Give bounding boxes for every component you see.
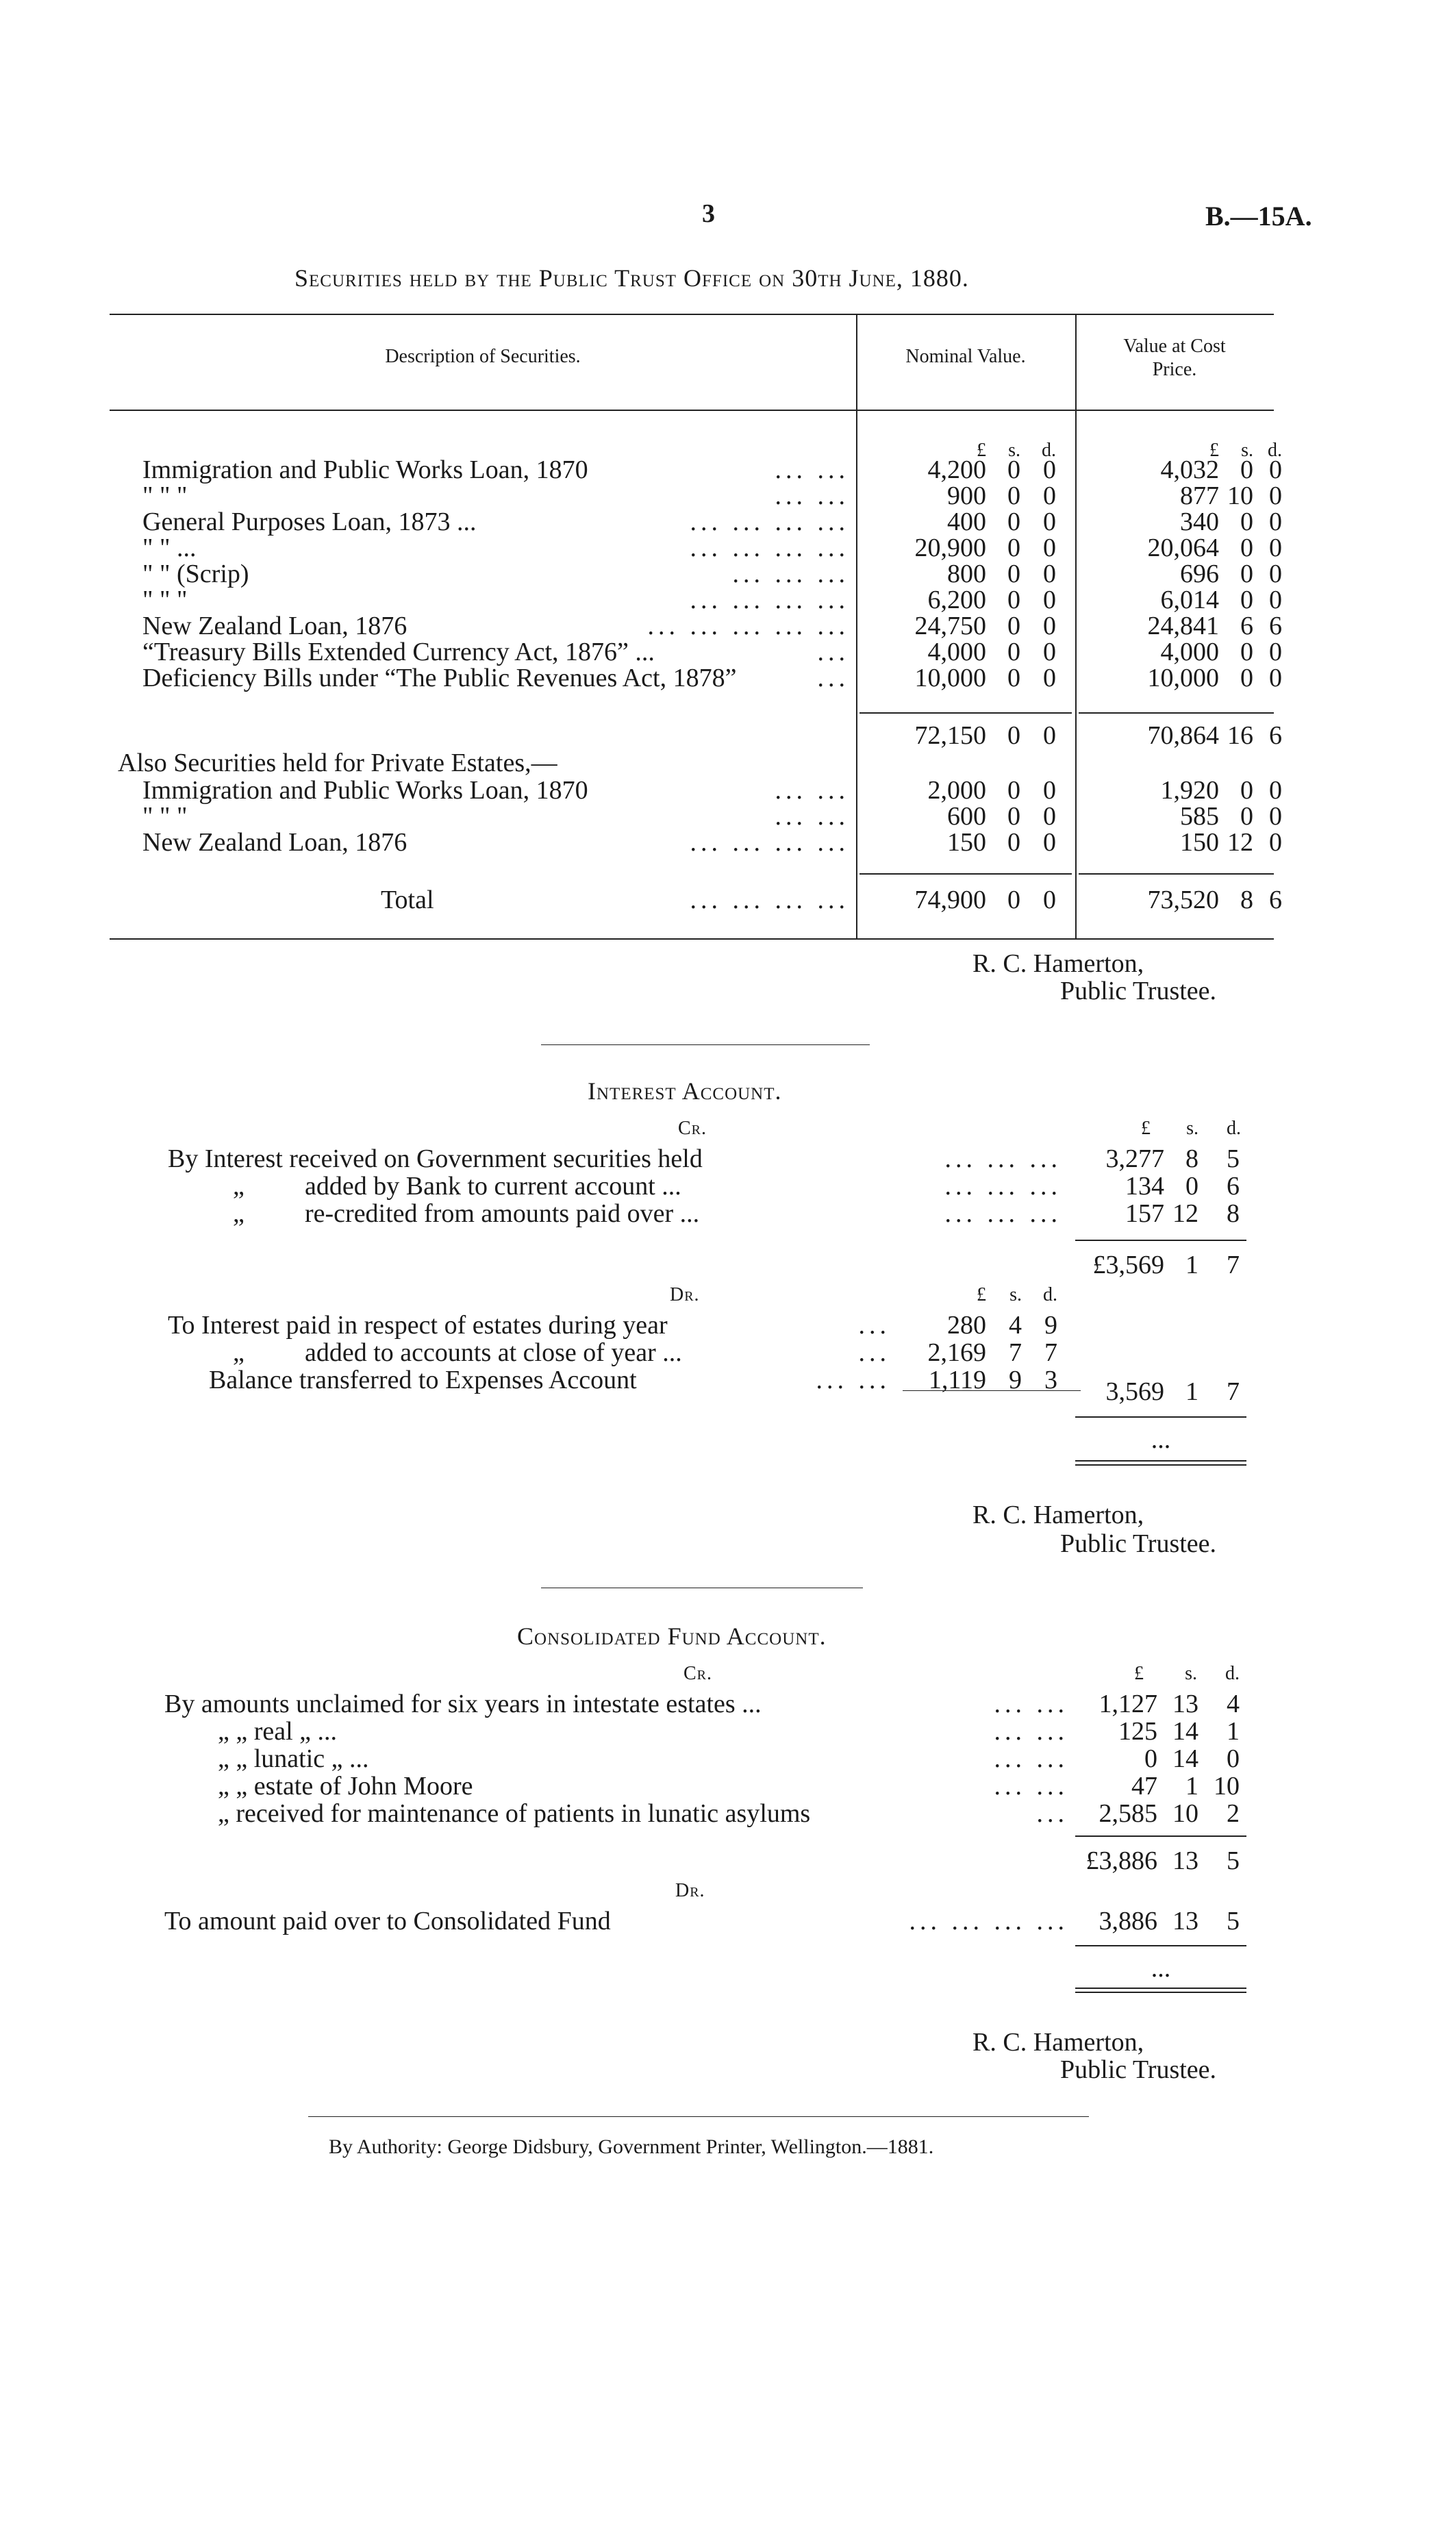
nominal-shillings: 0 xyxy=(1007,560,1020,588)
cost-pence: 0 xyxy=(1269,828,1282,857)
interest-dr-leader-dots: ... ... xyxy=(816,1366,890,1394)
total-label: Total xyxy=(381,886,434,914)
consolidated-dr-description: To amount paid over to Consolidated Fund xyxy=(164,1907,611,1935)
interest-dr-unit-pound: £ xyxy=(977,1284,986,1305)
interest-dr-pence: 7 xyxy=(1044,1338,1057,1367)
subtotal-nominal-shillings: 0 xyxy=(1007,721,1020,750)
consolidated-cr-description: „ received for maintenance of patients in lunatic asylums xyxy=(218,1799,811,1828)
cost-pence: 0 xyxy=(1269,776,1282,805)
interest-dr-pence: 3 xyxy=(1044,1366,1057,1394)
nominal-pence: 0 xyxy=(1043,828,1056,857)
nominal-shillings: 0 xyxy=(1007,776,1020,805)
consolidated-dr-shillings: 13 xyxy=(1172,1907,1198,1935)
col-header-cost-line2: Price. xyxy=(1152,359,1197,380)
security-description: Immigration and Public Works Loan, 1870 xyxy=(142,776,588,805)
consolidated-cr-shillings: 1 xyxy=(1185,1772,1198,1801)
nominal-pounds: 600 xyxy=(947,802,986,831)
cost-pounds: 4,000 xyxy=(1160,638,1219,666)
nominal-pence: 0 xyxy=(1043,560,1056,588)
interest-cr-pounds: 3,277 xyxy=(1105,1144,1164,1173)
consolidated-cr-pounds: 47 xyxy=(1131,1772,1157,1801)
security-description: New Zealand Loan, 1876 xyxy=(142,612,407,640)
cost-unit-pound: £ xyxy=(1209,440,1219,461)
consolidated-cr-pence: 0 xyxy=(1227,1744,1240,1773)
cost-pounds: 4,032 xyxy=(1160,455,1219,484)
consolidated-ellipsis: ... xyxy=(1151,1954,1171,1983)
cost-shillings: 0 xyxy=(1240,802,1253,831)
security-leader-dots: ... ... ... ... xyxy=(690,507,849,536)
nominal-pence: 0 xyxy=(1043,455,1056,484)
interest-dr-leader-dots: ... xyxy=(858,1338,890,1367)
nominal-shillings: 0 xyxy=(1007,828,1020,857)
cost-pounds: 340 xyxy=(1180,507,1219,536)
col-header-description: Description of Securities. xyxy=(385,346,581,367)
interest-cr-unit-d: d. xyxy=(1227,1118,1241,1139)
subtotal-rule-nominal xyxy=(859,712,1072,714)
consolidated-dr-label: Dr. xyxy=(675,1880,705,1901)
consolidated-signature-title: Public Trustee. xyxy=(1060,2055,1217,2084)
nominal-shillings: 0 xyxy=(1007,586,1020,614)
interest-cr-unit-pound: £ xyxy=(1141,1118,1151,1139)
nominal-pounds: 900 xyxy=(947,481,986,510)
nominal-pounds: 400 xyxy=(947,507,986,536)
interest-cr-total-pounds: £3,569 xyxy=(1092,1251,1164,1279)
nominal-pence: 0 xyxy=(1043,612,1056,640)
nominal-pence: 0 xyxy=(1043,776,1056,805)
interest-cr-prefix: „ xyxy=(233,1199,244,1228)
security-leader-dots: ... xyxy=(817,664,849,692)
nominal-pounds: 10,000 xyxy=(914,664,986,692)
interest-dr-label: Dr. xyxy=(670,1284,700,1305)
footer-rule xyxy=(308,2116,1089,2117)
consolidated-cr-pence: 4 xyxy=(1227,1690,1240,1718)
table-header-rule xyxy=(110,410,1274,411)
consolidated-cr-description: „ „ lunatic „ ... xyxy=(218,1744,369,1773)
securities-signature-title: Public Trustee. xyxy=(1060,977,1217,1005)
cost-pence: 0 xyxy=(1269,560,1282,588)
cost-pounds: 6,014 xyxy=(1160,586,1219,614)
consolidated-cr-pounds: 0 xyxy=(1144,1744,1157,1773)
nominal-pounds: 4,200 xyxy=(927,455,986,484)
nominal-pence: 0 xyxy=(1043,802,1056,831)
interest-cr-total-rule xyxy=(1075,1240,1246,1241)
footer-imprint: By Authority: George Didsbury, Government Printer, Wellington.—1881. xyxy=(329,2135,934,2158)
subtotal-nominal-pounds: 72,150 xyxy=(914,721,986,750)
security-leader-dots: ... ... ... ... xyxy=(690,586,849,614)
cost-pence: 0 xyxy=(1269,481,1282,510)
consolidated-rule-b xyxy=(1075,1988,1246,1989)
cost-shillings: 0 xyxy=(1240,638,1253,666)
consolidated-dr-pounds: 3,886 xyxy=(1099,1907,1157,1935)
interest-dr-total-d: 7 xyxy=(1227,1377,1240,1406)
table-top-rule xyxy=(110,314,1274,315)
interest-cr-pounds: 157 xyxy=(1125,1199,1164,1228)
col-header-cost-line1: Value at Cost xyxy=(1123,336,1226,357)
nominal-shillings: 0 xyxy=(1007,481,1020,510)
interest-dr-pounds: 280 xyxy=(947,1311,986,1340)
consolidated-cr-description: By amounts unclaimed for six years in intestate estates ... xyxy=(164,1690,762,1718)
cost-pounds: 585 xyxy=(1180,802,1219,831)
security-description: General Purposes Loan, 1873 ... xyxy=(142,507,477,536)
consolidated-cr-leader-dots: ... ... xyxy=(994,1717,1068,1746)
nominal-unit-s: s. xyxy=(1008,440,1020,461)
securities-title: Securities held by the Public Trust Office on 30th June, 1880. xyxy=(294,264,969,292)
cost-unit-d: d. xyxy=(1268,440,1282,461)
cost-shillings: 0 xyxy=(1240,534,1253,562)
consolidated-cr-pounds: 125 xyxy=(1118,1717,1157,1746)
subtotal-rule-cost xyxy=(1079,712,1274,714)
consolidated-cr-shillings: 10 xyxy=(1172,1799,1198,1828)
interest-dr-unit-s: s. xyxy=(1009,1284,1022,1305)
interest-dr-pounds: 1,119 xyxy=(928,1366,986,1394)
cost-pounds: 24,841 xyxy=(1147,612,1219,640)
security-leader-dots: ... ... ... ... ... xyxy=(647,612,849,640)
consolidated-cr-leader-dots: ... xyxy=(1036,1799,1068,1828)
interest-cr-shillings: 8 xyxy=(1185,1144,1198,1173)
interest-dr-shillings: 7 xyxy=(1009,1338,1022,1367)
interest-dr-shillings: 9 xyxy=(1009,1366,1022,1394)
col-header-nominal: Nominal Value. xyxy=(905,346,1026,367)
interest-cr-pence: 5 xyxy=(1227,1144,1240,1173)
document-reference: B.—15A. xyxy=(1205,201,1312,231)
security-description: " " " xyxy=(142,586,188,614)
cost-pence: 0 xyxy=(1269,507,1282,536)
consolidated-cr-shillings: 14 xyxy=(1172,1717,1198,1746)
security-leader-dots: ... xyxy=(817,638,849,666)
consolidated-cr-shillings: 14 xyxy=(1172,1744,1198,1773)
table-col-divider-1 xyxy=(856,314,857,938)
interest-cr-leader-dots: ... ... ... xyxy=(944,1199,1062,1228)
total-nominal-shillings: 0 xyxy=(1007,886,1020,914)
interest-cr-total-d: 7 xyxy=(1227,1251,1240,1279)
nominal-pence: 0 xyxy=(1043,664,1056,692)
cost-shillings: 12 xyxy=(1227,828,1253,857)
interest-dr-shillings: 4 xyxy=(1009,1311,1022,1340)
cost-pence: 0 xyxy=(1269,802,1282,831)
subtotal-cost-shillings: 16 xyxy=(1227,721,1253,750)
consolidated-title: Consolidated Fund Account. xyxy=(517,1622,827,1650)
security-leader-dots: ... ... ... ... xyxy=(690,828,849,857)
nominal-pounds: 4,000 xyxy=(927,638,986,666)
table-bottom-rule xyxy=(110,938,1274,940)
nominal-pounds: 24,750 xyxy=(914,612,986,640)
cost-shillings: 0 xyxy=(1240,586,1253,614)
cost-pounds: 696 xyxy=(1180,560,1219,588)
nominal-pence: 0 xyxy=(1043,534,1056,562)
total-cost-pounds: 73,520 xyxy=(1147,886,1219,914)
security-description: Immigration and Public Works Loan, 1870 xyxy=(142,455,588,484)
nominal-shillings: 0 xyxy=(1007,455,1020,484)
security-description: " " (Scrip) xyxy=(142,560,249,588)
interest-cr-description: added by Bank to current account ... xyxy=(305,1172,681,1201)
cost-pounds: 150 xyxy=(1180,828,1219,857)
interest-dr-description: added to accounts at close of year ... xyxy=(305,1338,682,1367)
security-description: New Zealand Loan, 1876 xyxy=(142,828,407,857)
interest-dr-pounds: 2,169 xyxy=(927,1338,986,1367)
total-leader-dots: ... ... ... ... xyxy=(690,886,849,914)
interest-signature-name: R. C. Hamerton, xyxy=(972,1501,1144,1529)
interest-dr-leader-dots: ... xyxy=(858,1311,890,1340)
page-number: 3 xyxy=(702,199,715,228)
table-col-divider-2 xyxy=(1075,314,1077,938)
interest-cr-shillings: 0 xyxy=(1185,1172,1198,1201)
consolidated-dr-pence: 5 xyxy=(1227,1907,1240,1935)
consolidated-signature-name: R. C. Hamerton, xyxy=(972,2028,1144,2057)
total-nominal-pounds: 74,900 xyxy=(914,886,986,914)
consolidated-cr-leader-dots: ... ... xyxy=(994,1744,1068,1773)
nominal-shillings: 0 xyxy=(1007,507,1020,536)
consolidated-cr-pence: 1 xyxy=(1227,1717,1240,1746)
subtotal-nominal-pence: 0 xyxy=(1043,721,1056,750)
interest-cr-pounds: 134 xyxy=(1125,1172,1164,1201)
consolidated-cr-pounds: 1,127 xyxy=(1099,1690,1157,1718)
nominal-pounds: 800 xyxy=(947,560,986,588)
cost-pence: 0 xyxy=(1269,664,1282,692)
cost-pence: 6 xyxy=(1269,612,1282,640)
interest-cr-description: By Interest received on Government securities held xyxy=(168,1144,703,1173)
consolidated-rule-a xyxy=(1075,1945,1246,1946)
consolidated-cr-pence: 2 xyxy=(1227,1799,1240,1828)
consolidated-cr-label: Cr. xyxy=(683,1663,713,1684)
total-cost-shillings: 8 xyxy=(1240,886,1253,914)
nominal-pounds: 2,000 xyxy=(927,776,986,805)
nominal-pence: 0 xyxy=(1043,638,1056,666)
security-description: " " " xyxy=(142,481,188,510)
total-rule-cost xyxy=(1079,873,1274,875)
consolidated-cr-total-pounds: £3,886 xyxy=(1085,1846,1157,1875)
security-leader-dots: ... ... xyxy=(775,481,849,510)
interest-rule-b xyxy=(1075,1460,1246,1462)
consolidated-dr-leader-dots: ... ... ... ... xyxy=(909,1907,1068,1935)
cost-shillings: 6 xyxy=(1240,612,1253,640)
interest-title: Interest Account. xyxy=(588,1077,782,1105)
cost-pounds: 20,064 xyxy=(1147,534,1219,562)
interest-ellipsis: ... xyxy=(1151,1425,1171,1454)
consolidated-cr-unit-s: s. xyxy=(1185,1663,1197,1684)
interest-dr-total-pounds: 3,569 xyxy=(1105,1377,1164,1406)
nominal-shillings: 0 xyxy=(1007,802,1020,831)
interest-cr-shillings: 12 xyxy=(1172,1199,1198,1228)
consolidated-cr-leader-dots: ... ... xyxy=(994,1772,1068,1801)
consolidated-cr-leader-dots: ... ... xyxy=(994,1690,1068,1718)
nominal-unit-pound: £ xyxy=(977,440,986,461)
interest-cr-pence: 8 xyxy=(1227,1199,1240,1228)
private-estates-heading: Also Securities held for Private Estates,— xyxy=(118,749,557,777)
interest-signature-title: Public Trustee. xyxy=(1060,1529,1217,1558)
interest-cr-prefix: „ xyxy=(233,1172,244,1201)
consolidated-cr-description: „ „ real „ ... xyxy=(218,1717,338,1746)
interest-cr-total-s: 1 xyxy=(1185,1251,1198,1279)
interest-dr-unit-d: d. xyxy=(1043,1284,1057,1305)
interest-dr-description: To Interest paid in respect of estates during year xyxy=(168,1311,668,1340)
cost-pounds: 877 xyxy=(1180,481,1219,510)
interest-cr-leader-dots: ... ... ... xyxy=(944,1144,1062,1173)
consolidated-rule-c xyxy=(1075,1992,1246,1993)
interest-dr-prefix: „ xyxy=(233,1338,244,1367)
consolidated-cr-total-d: 5 xyxy=(1227,1846,1240,1875)
consolidated-cr-description: „ „ estate of John Moore xyxy=(218,1772,473,1801)
cost-unit-s: s. xyxy=(1241,440,1253,461)
cost-shillings: 0 xyxy=(1240,664,1253,692)
nominal-pence: 0 xyxy=(1043,507,1056,536)
cost-pounds: 10,000 xyxy=(1147,664,1219,692)
subtotal-cost-pounds: 70,864 xyxy=(1147,721,1219,750)
security-description: “Treasury Bills Extended Currency Act, 1876” ... xyxy=(142,638,655,666)
security-description: Deficiency Bills under “The Public Revenues Act, 1878” xyxy=(142,664,737,692)
security-leader-dots: ... ... xyxy=(775,455,849,484)
consolidated-cr-unit-pound: £ xyxy=(1134,1663,1144,1684)
consolidated-cr-pence: 10 xyxy=(1214,1772,1240,1801)
cost-shillings: 0 xyxy=(1240,455,1253,484)
nominal-pence: 0 xyxy=(1043,481,1056,510)
interest-cr-unit-s: s. xyxy=(1186,1118,1198,1139)
nominal-unit-d: d. xyxy=(1042,440,1056,461)
security-leader-dots: ... ... ... ... xyxy=(690,534,849,562)
nominal-pounds: 150 xyxy=(947,828,986,857)
interest-rule-c xyxy=(1075,1464,1246,1466)
interest-cr-label: Cr. xyxy=(678,1118,707,1139)
interest-cr-leader-dots: ... ... ... xyxy=(944,1172,1062,1201)
security-leader-dots: ... ... xyxy=(775,776,849,805)
security-leader-dots: ... ... ... xyxy=(732,560,849,588)
interest-dr-description: Balance transferred to Expenses Account xyxy=(209,1366,637,1394)
nominal-shillings: 0 xyxy=(1007,612,1020,640)
section-divider-1 xyxy=(541,1044,870,1045)
cost-pence: 0 xyxy=(1269,638,1282,666)
interest-dr-total-s: 1 xyxy=(1185,1377,1198,1406)
security-leader-dots: ... ... xyxy=(775,802,849,831)
cost-shillings: 0 xyxy=(1240,560,1253,588)
nominal-pence: 0 xyxy=(1043,586,1056,614)
cost-shillings: 10 xyxy=(1227,481,1253,510)
nominal-shillings: 0 xyxy=(1007,664,1020,692)
nominal-pounds: 20,900 xyxy=(914,534,986,562)
cost-pence: 0 xyxy=(1269,586,1282,614)
nominal-shillings: 0 xyxy=(1007,534,1020,562)
interest-cr-pence: 6 xyxy=(1227,1172,1240,1201)
consolidated-cr-pounds: 2,585 xyxy=(1099,1799,1157,1828)
nominal-pounds: 6,200 xyxy=(927,586,986,614)
subtotal-cost-pence: 6 xyxy=(1269,721,1282,750)
cost-pence: 0 xyxy=(1269,455,1282,484)
interest-rule-a xyxy=(1075,1416,1246,1418)
cost-pounds: 1,920 xyxy=(1160,776,1219,805)
total-rule-nominal xyxy=(859,873,1072,875)
total-nominal-pence: 0 xyxy=(1043,886,1056,914)
interest-dr-pence: 9 xyxy=(1044,1311,1057,1340)
total-cost-pence: 6 xyxy=(1269,886,1282,914)
consolidated-cr-total-s: 13 xyxy=(1172,1846,1198,1875)
consolidated-cr-unit-d: d. xyxy=(1225,1663,1240,1684)
cost-shillings: 0 xyxy=(1240,507,1253,536)
consolidated-cr-shillings: 13 xyxy=(1172,1690,1198,1718)
interest-dr-rule xyxy=(903,1390,1081,1391)
securities-signature-name: R. C. Hamerton, xyxy=(972,949,1144,978)
cost-shillings: 0 xyxy=(1240,776,1253,805)
consolidated-cr-total-rule xyxy=(1075,1835,1246,1837)
cost-pence: 0 xyxy=(1269,534,1282,562)
security-description: " " ... xyxy=(142,534,197,562)
security-description: " " " xyxy=(142,802,188,831)
nominal-shillings: 0 xyxy=(1007,638,1020,666)
interest-cr-description: re-credited from amounts paid over ... xyxy=(305,1199,700,1228)
